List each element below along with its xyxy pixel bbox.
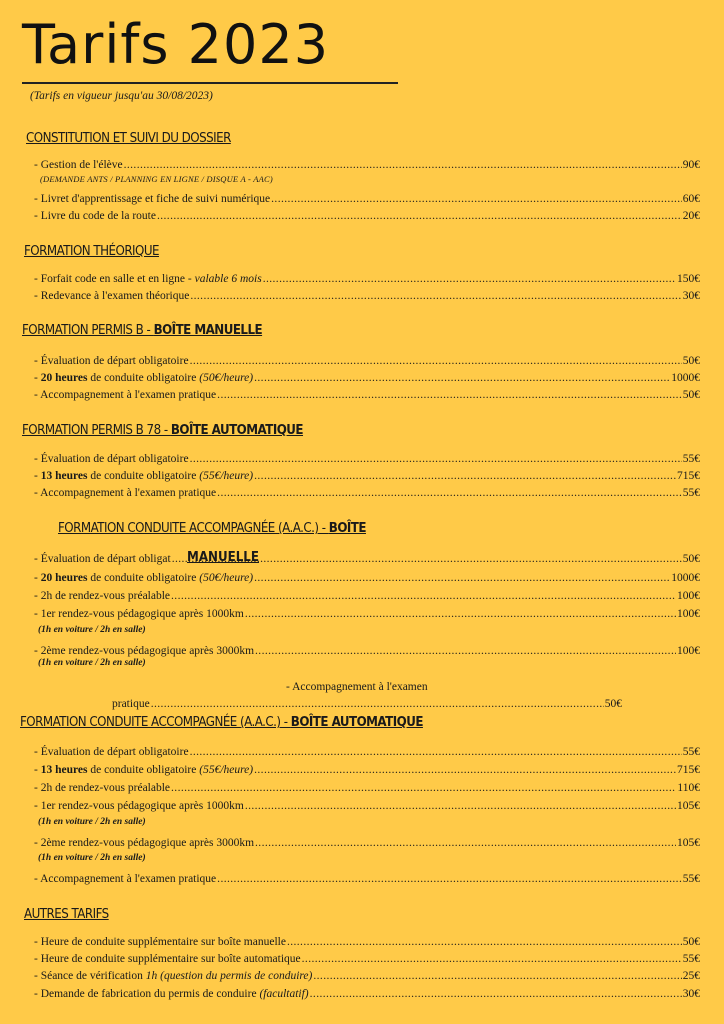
line-label: - Redevance à l'examen théorique (34, 290, 190, 302)
line-price: 715€ (677, 470, 700, 482)
dot-leader (190, 355, 682, 367)
heading-permis-b78: FORMATION PERMIS B 78 - BOÎTE AUTOMATIQUE (22, 422, 304, 438)
dot-leader (124, 159, 682, 171)
price-line (34, 746, 700, 758)
page-title: Tarifs 2023 (22, 13, 330, 76)
dot-leader (254, 372, 670, 384)
line-price: 55€ (682, 953, 700, 965)
line-label: - Accompagnement à l'examen pratique (34, 873, 217, 885)
dot-leader (245, 800, 676, 812)
dot-leader (287, 936, 682, 948)
line-price: 50€ (682, 355, 700, 367)
dot-leader (171, 782, 676, 794)
line-price: 55€ (682, 873, 700, 885)
dot-leader (313, 970, 681, 982)
line-label: - 13 heures de conduite obligatoire (55€/heure) (34, 764, 254, 776)
line-price: 105€ (677, 837, 700, 849)
price-line (34, 873, 700, 885)
heading-aac-manuelle-overflow: MANUELLE (187, 549, 259, 565)
price-line (112, 698, 622, 710)
line-price: 50€ (604, 698, 622, 710)
line-note: (1h en voiture / 2h en salle) (38, 853, 146, 863)
line-price: 1000€ (671, 572, 700, 584)
line-price: 715€ (677, 764, 700, 776)
line-price: 1000€ (671, 372, 700, 384)
line-price: 55€ (682, 746, 700, 758)
line-price: 55€ (682, 453, 700, 465)
price-line (34, 608, 700, 620)
price-line (34, 953, 700, 965)
price-line (34, 193, 700, 205)
price-line (34, 453, 700, 465)
line-label: - 20 heures de conduite obligatoire (50€/heure) (34, 372, 254, 384)
price-line (34, 782, 700, 794)
line-price: 100€ (677, 645, 700, 657)
dot-leader (255, 837, 676, 849)
price-line (34, 355, 700, 367)
line-label: - Séance de vérification 1h (question du permis de conduire) (34, 970, 313, 982)
line-label: - 2h de rendez-vous préalable (34, 590, 171, 602)
price-line (34, 645, 700, 657)
line-label: - Forfait code en salle et en ligne - valable 6 mois (34, 273, 262, 285)
line-label: - 2h de rendez-vous préalable (34, 782, 171, 794)
line-label: - Gestion de l'élève (34, 159, 123, 171)
heading-aac-auto: FORMATION CONDUITE ACCOMPAGNÉE (A.A.C.) - BOÎTE AUTOMATIQUE (20, 714, 423, 730)
line-label: - Livret d'apprentissage et fiche de suivi numérique (34, 193, 271, 205)
line-note: (1h en voiture / 2h en salle) (38, 817, 146, 827)
dot-leader (217, 389, 682, 401)
dot-leader (217, 873, 682, 885)
heading-autres: AUTRES TARIFS (24, 906, 109, 922)
dot-leader (302, 953, 682, 965)
dot-leader (310, 988, 682, 1000)
dot-leader (157, 210, 682, 222)
line-price: 50€ (682, 389, 700, 401)
line-label: - Heure de conduite supplémentaire sur boîte manuelle (34, 936, 286, 948)
line-label: - Heure de conduite supplémentaire sur boîte automatique (34, 953, 301, 965)
price-line (34, 389, 700, 401)
line-price: 25€ (682, 970, 700, 982)
line-price: 55€ (682, 487, 700, 499)
line-price: 90€ (682, 159, 700, 171)
line-label: - Évaluation de départ obligatoire (34, 746, 189, 758)
line-price: 20€ (682, 210, 700, 222)
validity-subtitle: (Tarifs en vigueur jusqu'au 30/08/2023) (30, 90, 213, 102)
price-line (34, 159, 700, 171)
dot-leader (254, 764, 676, 776)
line-label: - 2ème rendez-vous pédagogique après 3000km (34, 837, 255, 849)
line-note: (1h en voiture / 2h en salle) (38, 658, 146, 668)
line-label: - 1er rendez-vous pédagogique après 1000km (34, 800, 244, 812)
dot-leader (190, 453, 682, 465)
line-note: (DEMANDE ANTS / PLANNING EN LIGNE / DISQUE A - AAC) (40, 174, 273, 184)
price-line (34, 988, 700, 1000)
line-price: 150€ (677, 273, 700, 285)
price-line (34, 590, 700, 602)
price-line (34, 764, 700, 776)
heading-theorique: FORMATION THÉORIQUE (24, 243, 159, 259)
line-price: 100€ (677, 590, 700, 602)
price-line (34, 936, 700, 948)
line-label: - Accompagnement à l'examen pratique (34, 487, 217, 499)
dot-leader (190, 746, 682, 758)
line-label: - Évaluation de départ obligat (34, 553, 171, 565)
line-label: - 2ème rendez-vous pédagogique après 3000km (34, 645, 255, 657)
line-price: 110€ (677, 782, 700, 794)
dot-leader (151, 698, 604, 710)
dot-leader (254, 470, 676, 482)
line-label: - Évaluation de départ obligatoire (34, 453, 189, 465)
price-line (34, 273, 700, 285)
accompaniment-line-1: - Accompagnement à l'examen (286, 681, 428, 693)
line-label: - Évaluation de départ obligatoire (34, 355, 189, 367)
heading-permis-b: FORMATION PERMIS B - BOÎTE MANUELLE (22, 322, 263, 338)
line-price: 60€ (682, 193, 700, 205)
price-line (34, 290, 700, 302)
dot-leader (271, 193, 682, 205)
line-label: - Livre du code de la route (34, 210, 156, 222)
line-price: 50€ (682, 553, 700, 565)
price-line (34, 372, 700, 384)
line-price: 105€ (677, 800, 700, 812)
price-line (34, 210, 700, 222)
dot-leader (255, 645, 676, 657)
dot-leader (263, 273, 676, 285)
dot-leader (217, 487, 682, 499)
price-line (34, 800, 700, 812)
heading-dossier: CONSTITUTION ET SUIVI DU DOSSIER (26, 130, 231, 146)
line-label: - 1er rendez-vous pédagogique après 1000km (34, 608, 244, 620)
price-line (34, 487, 700, 499)
line-price: 30€ (682, 988, 700, 1000)
line-label: - 13 heures de conduite obligatoire (55€/heure) (34, 470, 254, 482)
line-label: - Demande de fabrication du permis de conduire (facultatif) (34, 988, 309, 1000)
price-line (34, 572, 700, 584)
price-line (34, 553, 700, 565)
line-label: pratique (112, 698, 150, 710)
line-label: - 20 heures de conduite obligatoire (50€/heure) (34, 572, 254, 584)
heading-aac-manuelle: FORMATION CONDUITE ACCOMPAGNÉE (A.A.C.) - BOÎTE (58, 520, 366, 536)
price-line (34, 470, 700, 482)
line-price: 100€ (677, 608, 700, 620)
line-note: (1h en voiture / 2h en salle) (38, 625, 146, 635)
price-line (34, 837, 700, 849)
dot-leader (245, 608, 676, 620)
dot-leader (254, 572, 670, 584)
line-label: - Accompagnement à l'examen pratique (34, 389, 217, 401)
title-underline (22, 82, 398, 84)
line-price: 30€ (682, 290, 700, 302)
price-line (34, 970, 700, 982)
dot-leader (190, 290, 681, 302)
line-price: 50€ (682, 936, 700, 948)
dot-leader (171, 590, 676, 602)
